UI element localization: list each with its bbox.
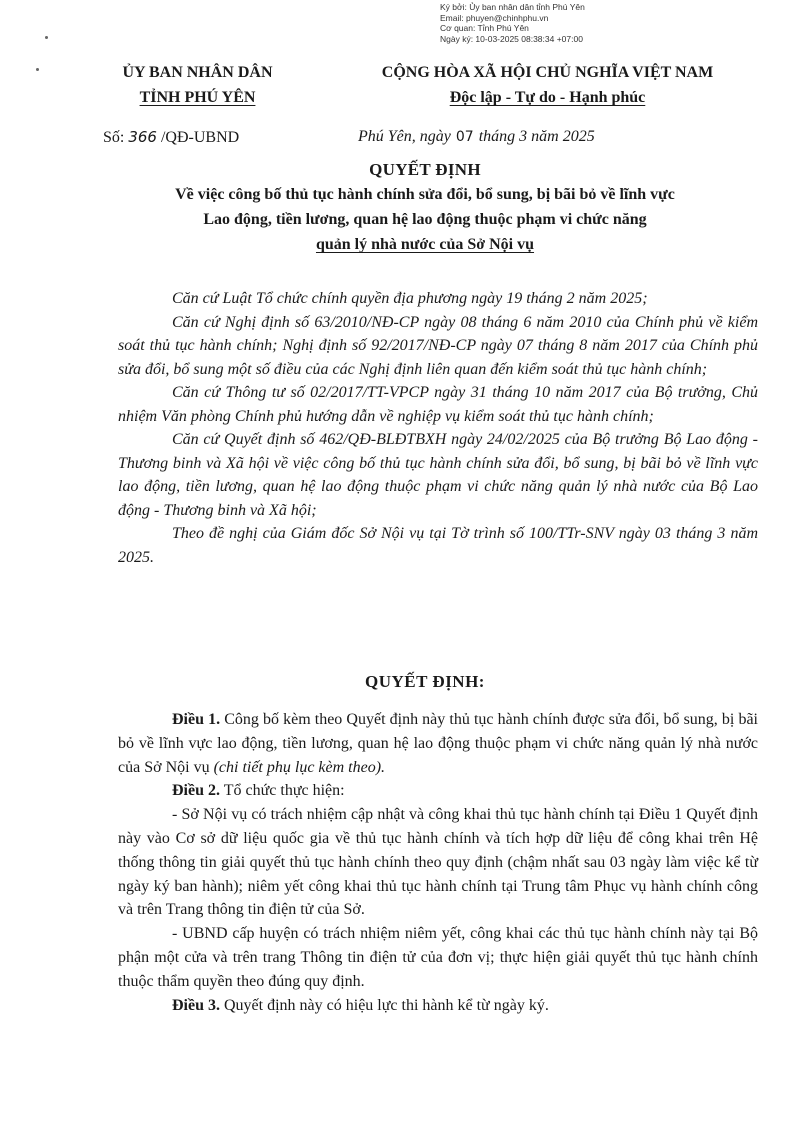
scan-speck bbox=[45, 36, 48, 39]
authority-line1: ỦY BAN NHÂN DÂN bbox=[122, 64, 273, 81]
article-2-label: Điều 2. bbox=[172, 782, 220, 800]
document-date bbox=[358, 128, 595, 146]
scan-speck bbox=[36, 68, 39, 71]
document-number bbox=[103, 128, 239, 147]
title-line1: Về việc công bố thủ tục hành chính sửa đổi, bổ sung, bị bãi bỏ về lĩnh vực bbox=[175, 186, 675, 203]
signature-timestamp: Ngày ký: 10-03-2025 08:38:34 +07:00 bbox=[440, 33, 583, 44]
legal-basis: Căn cứ Nghị định số 63/2010/NĐ-CP ngày 08 tháng 6 năm 2010 của Chính phủ về kiểm soát thủ tục hành chính; Nghị định số 92/2017/NĐ-CP ngày 07 tháng 8 năm 2017 của Chính phủ sửa đổi, bổ sung một số điều của các Nghị định liên quan đến kiểm soát thủ tục hành chính; bbox=[118, 313, 758, 378]
article-1-text: Công bố kèm theo Quyết định này thủ tục hành chính được sửa đổi, bổ sung, bị bãi bỏ về lĩnh vực lao động, tiền lương, quan hệ lao động thuộc phạm vi chức năng quản lý nhà nước của Sở Nội vụ bbox=[118, 711, 759, 776]
legal-basis: Căn cứ Luật Tổ chức chính quyền địa phương ngày 19 tháng 2 năm 2025; bbox=[172, 290, 648, 307]
authority-line2: TỈNH PHÚ YÊN bbox=[139, 89, 256, 106]
signature-agency: Cơ quan: Tỉnh Phú Yên bbox=[440, 23, 529, 33]
decision-heading: QUYẾT ĐỊNH: bbox=[365, 672, 485, 691]
document-title bbox=[100, 157, 750, 257]
national-motto: Độc lập - Tự do - Hạnh phúc bbox=[449, 89, 646, 106]
date-prefix: Phú Yên, ngày bbox=[358, 128, 451, 145]
signature-signer: Ký bởi: Ủy ban nhân dân tỉnh Phú Yên bbox=[440, 2, 585, 12]
article-3 bbox=[118, 994, 758, 1018]
number-suffix: /QĐ-UBND bbox=[160, 129, 240, 146]
article-1 bbox=[118, 708, 758, 779]
nation-name: CỘNG HÒA XÃ HỘI CHỦ NGHĨA VIỆT NAM bbox=[381, 64, 714, 81]
date-suffix: tháng 3 năm 2025 bbox=[478, 128, 595, 145]
title-main: QUYẾT ĐỊNH bbox=[369, 160, 481, 179]
article-2-text: Tổ chức thực hiện: bbox=[223, 782, 345, 800]
title-line3: quản lý nhà nước của Sở Nội vụ bbox=[315, 236, 535, 253]
issuing-authority bbox=[95, 60, 300, 110]
title-line2: Lao động, tiền lương, quan hệ lao động thuộc phạm vi chức năng bbox=[203, 211, 647, 228]
date-day: 07 bbox=[455, 129, 474, 145]
article-1-label: Điều 1. bbox=[172, 711, 221, 728]
legal-basis: Căn cứ Quyết định số 462/QĐ-BLĐTBXH ngày 24/02/2025 của Bộ trưởng Bộ Lao động - Thương binh và Xã hội về việc công bố thủ tục hành chính sửa đổi, bổ sung, bị bãi bỏ về lĩnh vực lao động, tiền lương, quan hệ lao động thuộc phạm vi chức năng quản lý nhà nước của Bộ Lao động - Thương binh và Xã hội; bbox=[118, 431, 758, 519]
number-value: 366 bbox=[128, 128, 157, 146]
decision-articles bbox=[118, 708, 758, 1017]
number-prefix: Số: bbox=[103, 129, 125, 146]
legal-basis: Căn cứ Thông tư số 02/2017/TT-VPCP ngày 31 tháng 10 năm 2017 của Bộ trưởng, Chủ nhiệm Văn phòng Chính phủ hướng dẫn về nghiệp vụ kiểm soát thủ tục hành chính; bbox=[118, 384, 758, 425]
article-2-item: - Sở Nội vụ có trách nhiệm cập nhật và công khai thủ tục hành chính tại Điều 1 Quyết định này vào Cơ sở dữ liệu quốc gia về thủ tục hành chính và tích hợp dữ liệu để công khai trên Hệ thống thông tin giải quyết thủ tục hành chính theo quy định (chậm nhất sau 03 ngày làm việc kể từ ngày ký ban hành); niêm yết công khai thủ tục hành chính tại Trung tâm Phục vụ hành chính công và trên Trang thông tin điện tử của Sở. bbox=[118, 806, 758, 919]
article-3-text: Quyết định này có hiệu lực thi hành kể từ ngày ký. bbox=[224, 996, 549, 1014]
legal-bases bbox=[118, 287, 758, 569]
article-2 bbox=[118, 779, 758, 803]
national-header bbox=[325, 60, 770, 110]
digital-signature-info bbox=[440, 2, 585, 44]
legal-basis: Theo đề nghị của Giám đốc Sở Nội vụ tại Tờ trình số 100/TTr-SNV ngày 03 tháng 3 năm 2025. bbox=[118, 525, 758, 566]
article-2-item: - UBND cấp huyện có trách nhiệm niêm yết, công khai các thủ tục hành chính này tại Bộ phận một cửa và trên trang Thông tin điện tử của đơn vị; thực hiện giải quyết thủ tục hành chính thuộc thẩm quyền theo đúng quy định. bbox=[118, 925, 758, 990]
article-3-label: Điều 3. bbox=[172, 996, 220, 1014]
article-1-note: (chi tiết phụ lục kèm theo). bbox=[213, 758, 386, 776]
signature-email: Email: phuyen@chinhphu.vn bbox=[440, 12, 549, 23]
